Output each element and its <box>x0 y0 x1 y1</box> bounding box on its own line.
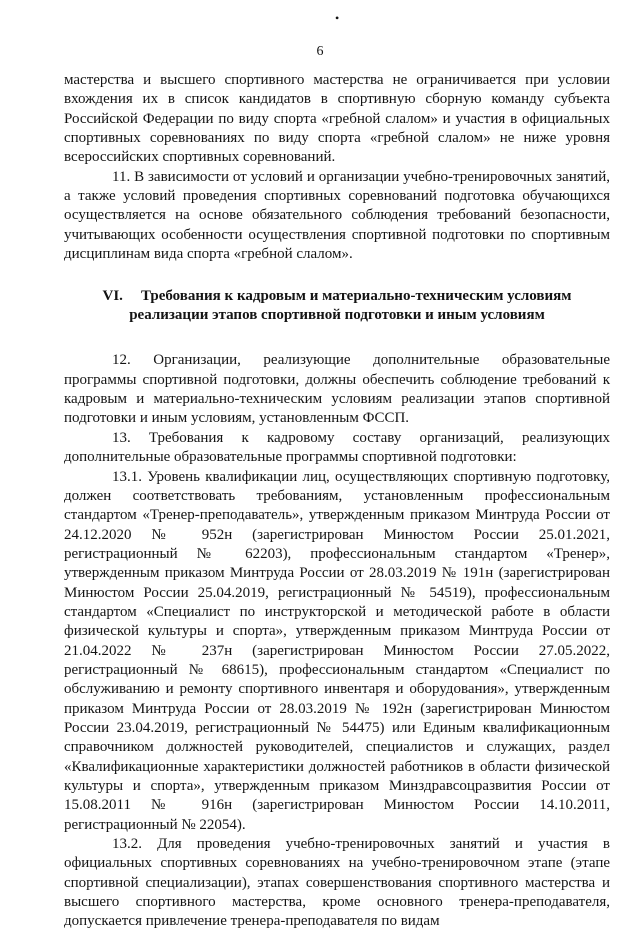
page-number: 6 <box>316 44 324 59</box>
section-number: VI. <box>102 288 123 305</box>
paragraph-13-2: 13.2. Для проведения учебно-тренировочных занятий и участия в официальных спортивных соревнованиях на учебно-тренировочном этапе (этапе спортивной специализации), этапах совершенствования спортивного мастерства и высшего спортивного мастерства, кроме основного тренера-преподавателя, допускается привлечение тренера-преподавателя по видам <box>64 836 610 930</box>
section-heading <box>64 287 610 325</box>
paragraph-12: 12. Организации, реализующие дополнительные образовательные программы спортивной подготовки, должны обеспечить соблюдение требований к кадровым и материально-техническим условиям реализации этапов спортивной подготовки и иным условиям, установленным ФССП. <box>64 352 610 427</box>
paragraph-continuation: мастерства и высшего спортивного мастерства не ограничивается при условии вхождения их в список кандидатов в спортивную сборную команду субъекта Российской Федерации по виду спорта «гребной слалом» и участия в официальных спортивных соревнованиях по виду спорта «гребной слалом» не ниже уровня всероссийских спортивных соревнований. <box>64 72 610 166</box>
paragraph-11: 11. В зависимости от условий и организации учебно-тренировочных занятий, а также условий проведения спортивных соревнований подготовка обучающихся осуществляется на основе обязательного соблюдения требований безопасности, учитывающих особенности осуществления спортивной подготовки по спортивным дисциплинам вида спорта «гребной слалом». <box>64 168 610 263</box>
paragraph-13-1: 13.1. Уровень квалификации лиц, осуществляющих спортивную подготовку, должен соответствовать требованиям, установленным профессиональным стандартом «Тренер-преподаватель», утвержденным приказом Минтруда России от 24.12.2020 № 952н (зарегистрирован Минюстом России 25.01.2021, регистрационный № 62203), профессиональным стандартом «Тренер», утвержденным приказом Минтруда России от 28.03.2019 № 191н (зарегистрирован Минюстом России 25.04.2019, регистрационный № 54519), профессиональным стандартом «Специалист по инструкторской и методической работе в области физической культуры и спорта», утвержденным приказом Минтруда России от 21.04.2022 № 237н (зарегистрирован Минюстом России 27.05.2022, регистрационный № 68615), профессиональным стандартом «Специалист по обслуживанию и ремонту спортивного инвентаря и оборудования», утвержденным приказом Минтруда России от 28.03.2019 № 192н (зарегистрирован Минюстом России 23.04.2019, регистрационный № 54475) или Единым квалификационным справочником должностей руководителей, специалистов и служащих, раздел «Квалификационные характеристики должностей работников в области физической культуры и спорта», утвержденным приказом Минздравсоцразвития России от 15.08.2011 № 916н (зарегистрирован Минюстом России 14.10.2011, регистрационный № 22054). <box>64 468 610 833</box>
document-body <box>64 71 610 932</box>
section-title: Требования к кадровым и материально-техническим условиям реализации этапов спортивной подготовки и иным условиям <box>129 288 572 324</box>
paragraph-13: 13. Требования к кадровому составу организаций, реализующих дополнительные образовательные программы спортивной подготовки: <box>64 429 610 466</box>
top-mark: • <box>335 11 340 25</box>
